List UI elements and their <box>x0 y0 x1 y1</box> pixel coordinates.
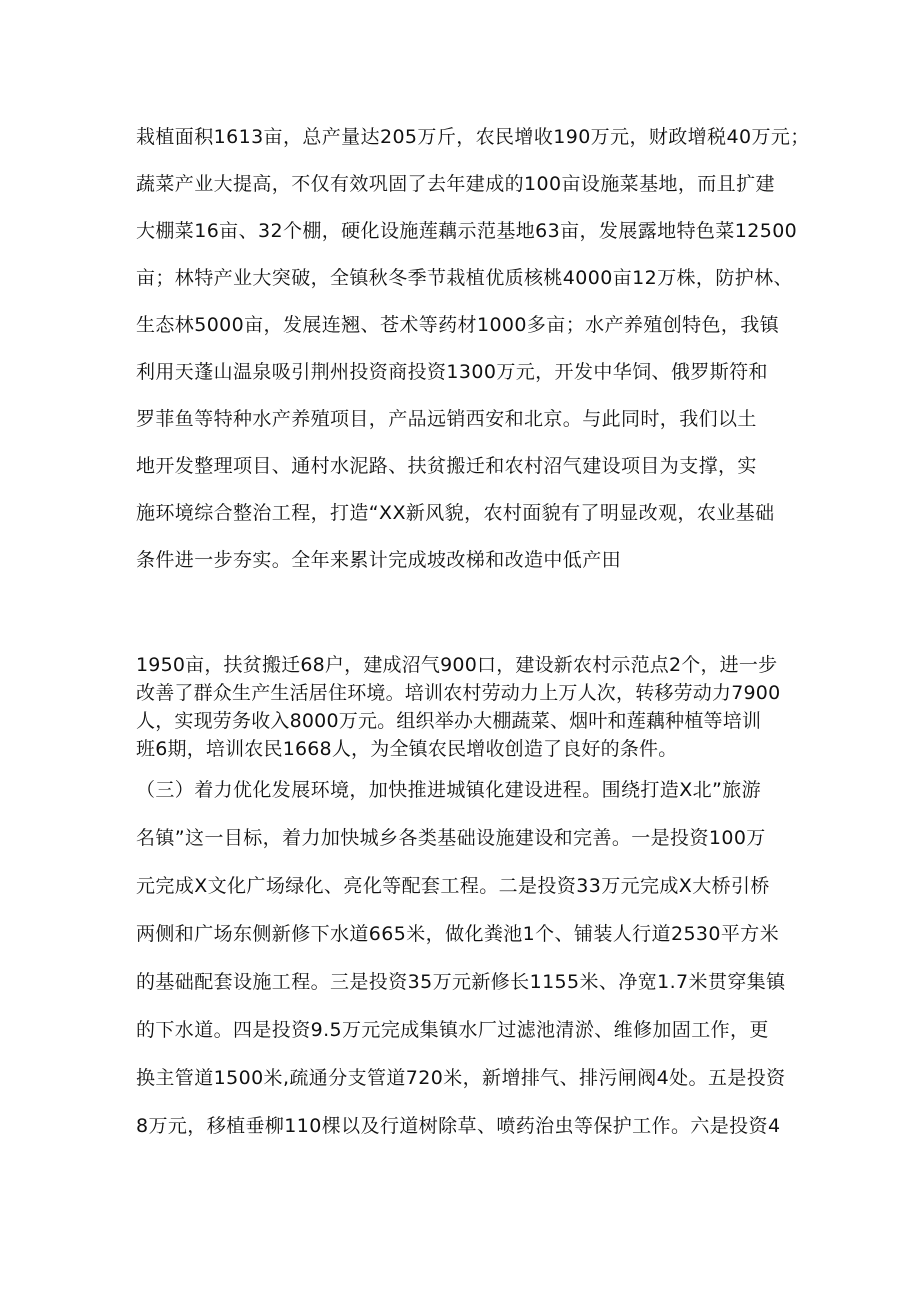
text-line: 的基础配套设施工程。三是投资35万元新修长1155米、净宽1.7米贯穿集镇 <box>136 971 786 993</box>
text-line: 8万元，移植垂柳110棵以及行道树除草、喷药治虫等保护工作。六是投资4 <box>136 1115 781 1137</box>
text-line: 元完成X文化广场绿化、亮化等配套工程。二是投资33万元完成X大桥引桥 <box>136 875 770 897</box>
text-line: 罗菲鱼等特种水产养殖项目，产品远销西安和北京。与此同时，我们以土 <box>136 408 757 430</box>
text-line: 改善了群众生产生活居住环境。培训农村劳动力上万人次，转移劳动力7900 <box>136 682 781 704</box>
text-line: 利用天蓬山温泉吸引荆州投资商投资1300万元，开发中华饲、俄罗斯符和 <box>136 361 768 383</box>
text-line: 施环境综合整治工程，打造“XX新风貌，农村面貌有了明显改观，农业基础 <box>136 502 775 524</box>
text-line: 班6期，培训农民1668人，为全镇农民增收创造了良好的条件。 <box>136 738 678 760</box>
text-line: 地开发整理项目、通村水泥路、扶贫搬迁和农村沼气建设项目为支撑，实 <box>136 455 757 477</box>
text-line: 条件进一步夯实。全年来累计完成坡改梯和改造中低产田 <box>136 549 622 571</box>
text-line: 换主管道1500米,疏通分支管道720米，新增排气、排污闸阀4处。五是投资 <box>136 1067 786 1089</box>
text-line: 生态林5000亩，发展连翘、苍术等药材1000多亩；水产养殖创特色，我镇 <box>136 314 780 336</box>
text-line: 1950亩，扶贫搬迁68户，建成沼气900口，建设新农村示范点2个，进一步 <box>136 654 778 676</box>
text-line: 的下水道。四是投资9.5万元完成集镇水厂过滤池清淤、维修加固工作，更 <box>136 1019 769 1041</box>
text-line: （三）着力优化发展环境，加快推进城镇化建设进程。围绕打造X北”旅游 <box>136 779 762 801</box>
text-line: 两侧和广场东侧新修下水道665米，做化粪池1个、铺装人行道2530平方米 <box>136 923 780 945</box>
text-line: 亩；林特产业大突破，全镇秋冬季节栽植优质核桃4000亩12万株，防护林、 <box>136 267 793 289</box>
text-line: 大棚菜16亩、32个棚，硬化设施莲藕示范基地63亩，发展露地特色菜12500 <box>136 220 798 242</box>
text-line: 蔬菜产业大提高，不仅有效巩固了去年建成的100亩设施菜基地，而且扩建 <box>136 173 775 195</box>
text-line: 栽植面积1613亩，总产量达205万斤，农民增收190万元，财政增税40万元； <box>136 126 810 148</box>
text-line: 人，实现劳务收入8000万元。组织举办大棚蔬菜、烟叶和莲藕种植等培训 <box>136 710 762 732</box>
text-line: 名镇”这一目标，着力加快城乡各类基础设施建设和完善。一是投资100万 <box>136 827 766 849</box>
